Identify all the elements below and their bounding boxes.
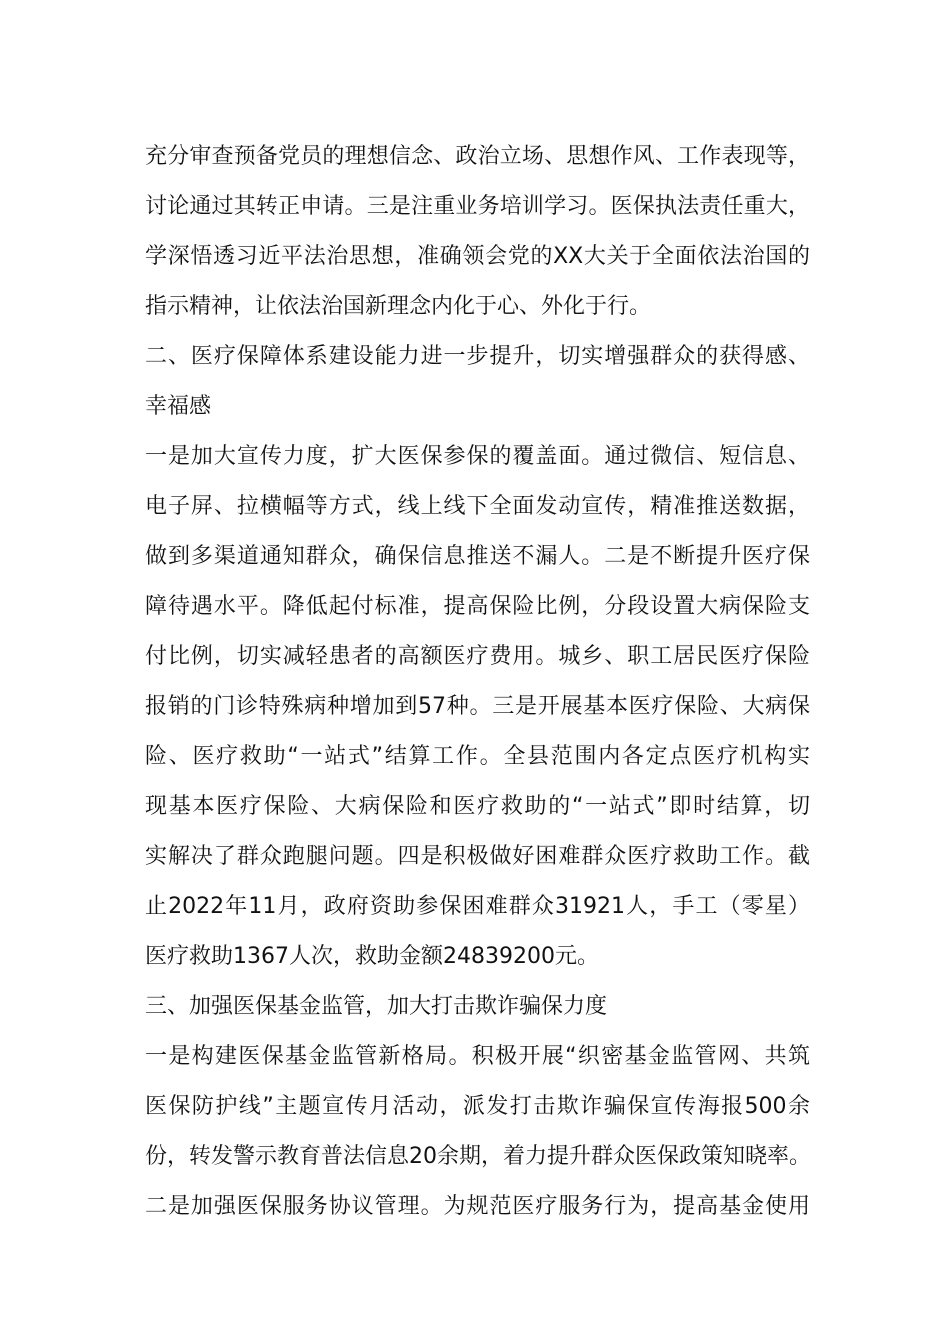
text-line: 障待遇水平。降低起付标准，提高保险比例，分段设置大病保险支 bbox=[145, 594, 810, 619]
text-line: 一是加大宣传力度，扩大医保参保的覆盖面。通过微信、短信息、 bbox=[145, 444, 810, 469]
section-heading-2: 二、医疗保障体系建设能力进一步提升，切实增强群众的获得感、 bbox=[145, 344, 810, 369]
text-line: 报销的门诊特殊病种增加到57种。三是开展基本医疗保险、大病保 bbox=[145, 694, 810, 719]
text-line: 一是构建医保基金监管新格局。积极开展“织密基金监管网、共筑 bbox=[145, 1044, 810, 1069]
text-line: 学深悟透习近平法治思想，准确领会党的XX大关于全面依法治国的 bbox=[145, 244, 810, 269]
text-line: 讨论通过其转正申请。三是注重业务培训学习。医保执法责任重大， bbox=[145, 194, 810, 219]
text-line: 做到多渠道通知群众，确保信息推送不漏人。二是不断提升医疗保 bbox=[145, 544, 810, 569]
section-heading-2-cont: 幸福感 bbox=[145, 394, 212, 419]
text-line: 险、医疗救助“一站式”结算工作。全县范围内各定点医疗机构实 bbox=[145, 744, 810, 769]
text-line: 二是加强医保服务协议管理。为规范医疗服务行为，提高基金使用 bbox=[145, 1194, 810, 1219]
text-line: 指示精神，让依法治国新理念内化于心、外化于行。 bbox=[145, 294, 652, 319]
text-line: 电子屏、拉横幅等方式，线上线下全面发动宣传，精准推送数据， bbox=[145, 494, 810, 519]
text-line: 医保防护线”主题宣传月活动，派发打击欺诈骗保宣传海报500余 bbox=[145, 1094, 810, 1119]
text-line: 医疗救助1367人次，救助金额24839200元。 bbox=[145, 944, 599, 969]
document-body bbox=[145, 132, 810, 1232]
text-line: 付比例，切实减轻患者的高额医疗费用。城乡、职工居民医疗保险 bbox=[145, 644, 810, 669]
text-line: 实解决了群众跑腿问题。四是积极做好困难群众医疗救助工作。截 bbox=[145, 844, 810, 869]
section-heading-3: 三、加强医保基金监管，加大打击欺诈骗保力度 bbox=[145, 994, 608, 1019]
text-line: 止2022年11月，政府资助参保困难群众31921人，手工（零星） bbox=[145, 894, 810, 919]
text-line: 份，转发警示教育普法信息20余期，着力提升群众医保政策知晓率。 bbox=[145, 1144, 811, 1169]
text-line: 充分审查预备党员的理想信念、政治立场、思想作风、工作表现等， bbox=[145, 144, 810, 169]
text-line: 现基本医疗保险、大病保险和医疗救助的“一站式”即时结算，切 bbox=[145, 794, 810, 819]
